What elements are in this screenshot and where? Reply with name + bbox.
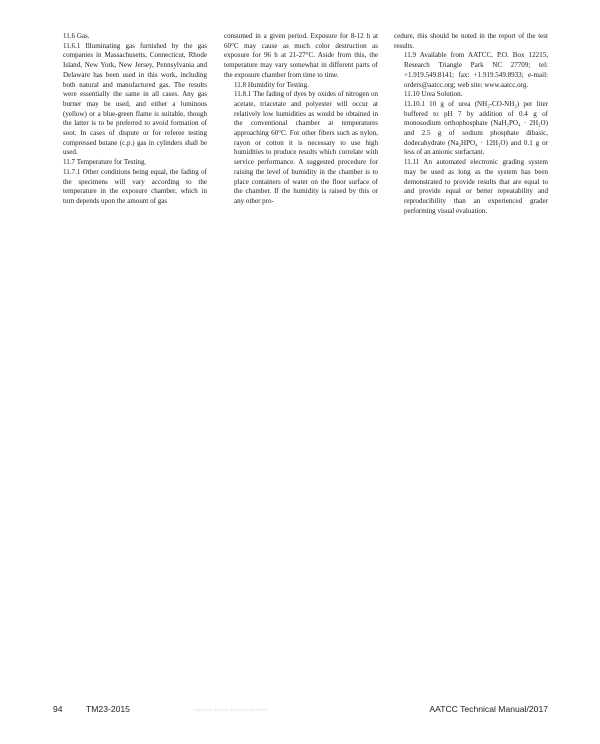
paragraph-11-8-1: 11.8.1 The fading of dyes by oxides of nitrogen on acetate, triacetate and polyester will occur at relatively low humidities as would be obtained in the conventional chamber at temperatures approaching 60°C. For other fibers such as nylon, rayon or cotton it is necessary to use high humidities to produce results which correlate with service performance. A suggested procedure for raising the level of humidity in the chamber is to place containers of water on the floor surface of the chamber. If the humidity is raised by this or any other pro- [234, 90, 378, 205]
paragraph-11-6-1: 11.6.1 Illuminating gas furnished by the gas companies in Massachusetts, Connecticut, Rhode Island, New York, New Jersey, Pennsylvania and Delaware has been used in this work, including both natural and manufactured gas. The results were essentially the same in all cases. Any gas burner may be used, and either a luminous (yellow) or a blue-green flame is suitable, though the latter is to be preferred to avoid formation of soot. In cases of dispute or for referee testing compressed butane (c.p.) gas in cylinders shall be used. [63, 41, 207, 157]
section-heading-11-6: 11.6 Gas. [63, 32, 90, 40]
paragraph-11-11: 11.11 An automated electronic grading system may be used as long as the system has been demonstrated to provide results that are equal to and provide equal or better repeatability and reproducibility than an experienced grader performing visual evaluation. [404, 158, 548, 215]
paragraph-11-8-1-continued: cedure, this should be noted in the report of the test results. [394, 32, 548, 50]
paragraph-11-10-1: 11.10.1 10 g of urea (NH₂-CO-NH₂) per liter buffered to pH 7 by addition of 0.4 g of monosodium orthophosphate (NaH₂PO₄ · 2H₂O) and 2.5 g of sodium phosphate dibasic, dodecahydrate (Na₂HPO₄ · 12H₂O) and 0.1 g or less of an anionic surfactant. [404, 99, 548, 157]
standard-designation: TM23-2015 [86, 704, 130, 714]
text-column-middle [224, 32, 378, 207]
paragraph-11-7-1-continued: consumed in a given period. Exposure for 8-12 h at 60°C may cause as much color destruction as exposure for 96 h at 21-27°C. Aside from this, the temperature may vary somewhat in different parts of the exposure chamber from time to time. [224, 32, 378, 79]
manual-title: AATCC Technical Manual/2017 [429, 704, 548, 714]
section-heading-11-8: 11.8 Humidity for Testing. [234, 80, 309, 89]
section-heading-11-10: 11.10 Urea Solution. [404, 90, 463, 99]
page-number: 94 [53, 704, 63, 714]
paragraph-11-7-1: 11.7.1 Other conditions being equal, the fading of the specimens will vary according to the temperature in the exposure chamber, which in turn depends upon the amount of gas [63, 167, 207, 205]
text-column-right [394, 32, 548, 216]
paragraph-11-9: 11.9 Available from AATCC, P.O. Box 12215, Research Triangle Park NC 27709; tel: +1.919.549.8141; fax: +1.919.549.8933; e-mail: orders@aatcc.org; web site: www.aatcc.org. [404, 51, 548, 89]
faint-copyright-text: Copyright AATCC all rights reserved [193, 707, 268, 712]
page-footer [53, 704, 548, 718]
section-heading-11-7: 11.7 Temperature for Testing. [63, 158, 147, 167]
text-column-left [53, 32, 207, 207]
